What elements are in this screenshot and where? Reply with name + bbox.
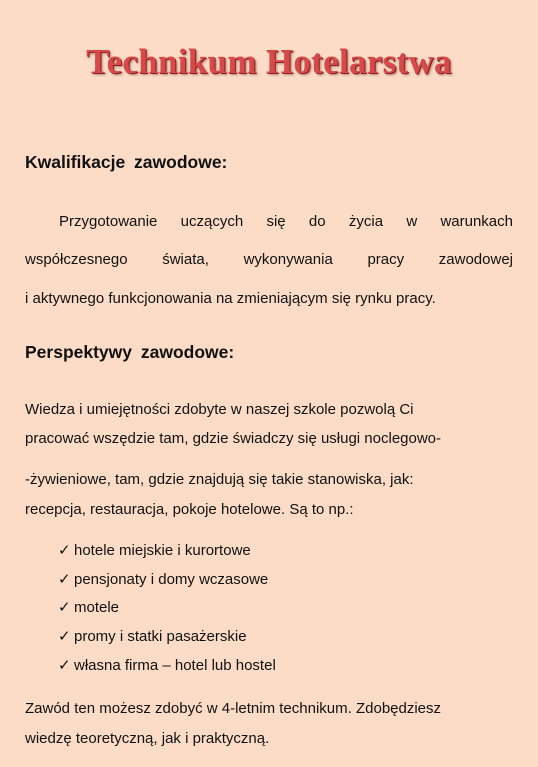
list-item-label: hotele miejskie i kurortowe <box>74 542 251 559</box>
list-item <box>58 656 276 676</box>
list-item <box>58 541 251 561</box>
kwalifikacje-line-2: współczesnego świata, wykonywania pracy zawodowej <box>25 251 513 268</box>
list-item-label: własna firma – hotel lub hostel <box>74 657 276 674</box>
kwalifikacje-line-1: Przygotowanie uczących się do życia w warunkach <box>59 213 513 230</box>
closing-line-1: Zawód ten możesz zdobyć w 4-letnim technikum. Zdobędziesz <box>25 700 442 717</box>
list-item <box>58 570 268 590</box>
list-item <box>58 598 119 618</box>
perspektywy-line-3: -żywieniowe, tam, gdzie znajdują się takie stanowiska, jak: <box>25 471 414 488</box>
perspektywy-heading: Perspektywy zawodowe: <box>25 342 235 362</box>
document-title: Technikum Hotelarstwa <box>86 42 452 81</box>
perspektywy-line-4: recepcja, restauracja, pokoje hotelowe. Są to np.: <box>25 501 354 518</box>
list-item-label: promy i statki pasażerskie <box>74 628 247 645</box>
kwalifikacje-line-3: i aktywnego funkcjonowania na zmieniającym się rynku pracy. <box>25 290 436 307</box>
check-icon: ✓ <box>58 628 71 645</box>
check-icon: ✓ <box>58 542 71 559</box>
check-icon: ✓ <box>58 599 71 616</box>
list-item <box>58 627 247 647</box>
list-item-label: pensjonaty i domy wczasowe <box>74 571 269 588</box>
perspektywy-line-2: pracować wszędzie tam, gdzie świadczy się usługi noclegowo- <box>25 430 442 447</box>
kwalifikacje-heading: Kwalifikacje zawodowe: <box>25 152 228 172</box>
check-icon: ✓ <box>58 657 71 674</box>
closing-line-2: wiedzę teoretyczną, jak i praktyczną. <box>25 730 270 747</box>
check-icon: ✓ <box>58 571 71 588</box>
list-item-label: motele <box>74 599 120 616</box>
perspektywy-line-1: Wiedza i umiejętności zdobyte w naszej szkole pozwolą Ci <box>25 401 414 418</box>
